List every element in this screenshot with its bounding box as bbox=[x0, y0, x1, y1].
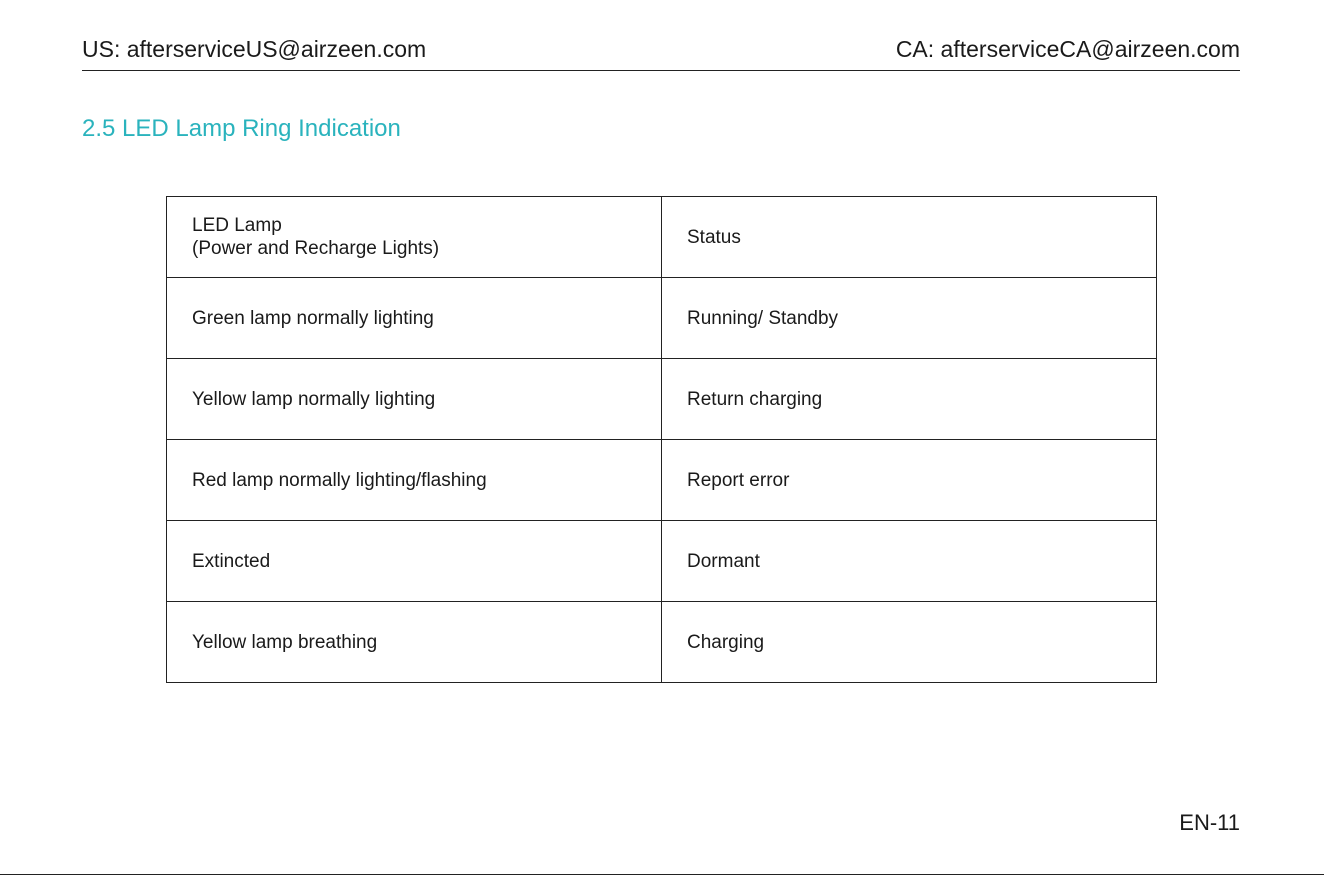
status-cell: Return charging bbox=[662, 359, 1157, 440]
table-row bbox=[167, 440, 1157, 521]
lamp-header-line2: (Power and Recharge Lights) bbox=[192, 238, 440, 259]
table-row bbox=[167, 602, 1157, 683]
lamp-column-header bbox=[167, 197, 662, 278]
us-contact-email[interactable]: US: afterserviceUS@airzeen.com bbox=[82, 36, 427, 62]
lamp-cell: Yellow lamp breathing bbox=[167, 602, 662, 683]
table-header-row bbox=[167, 197, 1157, 278]
status-cell: Dormant bbox=[662, 521, 1157, 602]
lamp-cell: Yellow lamp normally lighting bbox=[167, 359, 662, 440]
lamp-cell: Green lamp normally lighting bbox=[167, 278, 662, 359]
led-indication-table bbox=[166, 196, 1157, 683]
lamp-header-line1: LED Lamp bbox=[192, 215, 282, 236]
status-cell: Report error bbox=[662, 440, 1157, 521]
status-column-header: Status bbox=[662, 197, 1157, 278]
page-header bbox=[82, 30, 1240, 71]
status-cell: Running/ Standby bbox=[662, 278, 1157, 359]
status-cell: Charging bbox=[662, 602, 1157, 683]
section-title: 2.5 LED Lamp Ring Indication bbox=[82, 115, 401, 142]
lamp-cell: Red lamp normally lighting/flashing bbox=[167, 440, 662, 521]
bottom-divider bbox=[0, 874, 1324, 875]
table-row bbox=[167, 278, 1157, 359]
lamp-cell: Extincted bbox=[167, 521, 662, 602]
table-row bbox=[167, 359, 1157, 440]
ca-contact-email[interactable]: CA: afterserviceCA@airzeen.com bbox=[895, 36, 1240, 62]
page-number: EN-11 bbox=[1179, 810, 1240, 835]
table-row bbox=[167, 521, 1157, 602]
